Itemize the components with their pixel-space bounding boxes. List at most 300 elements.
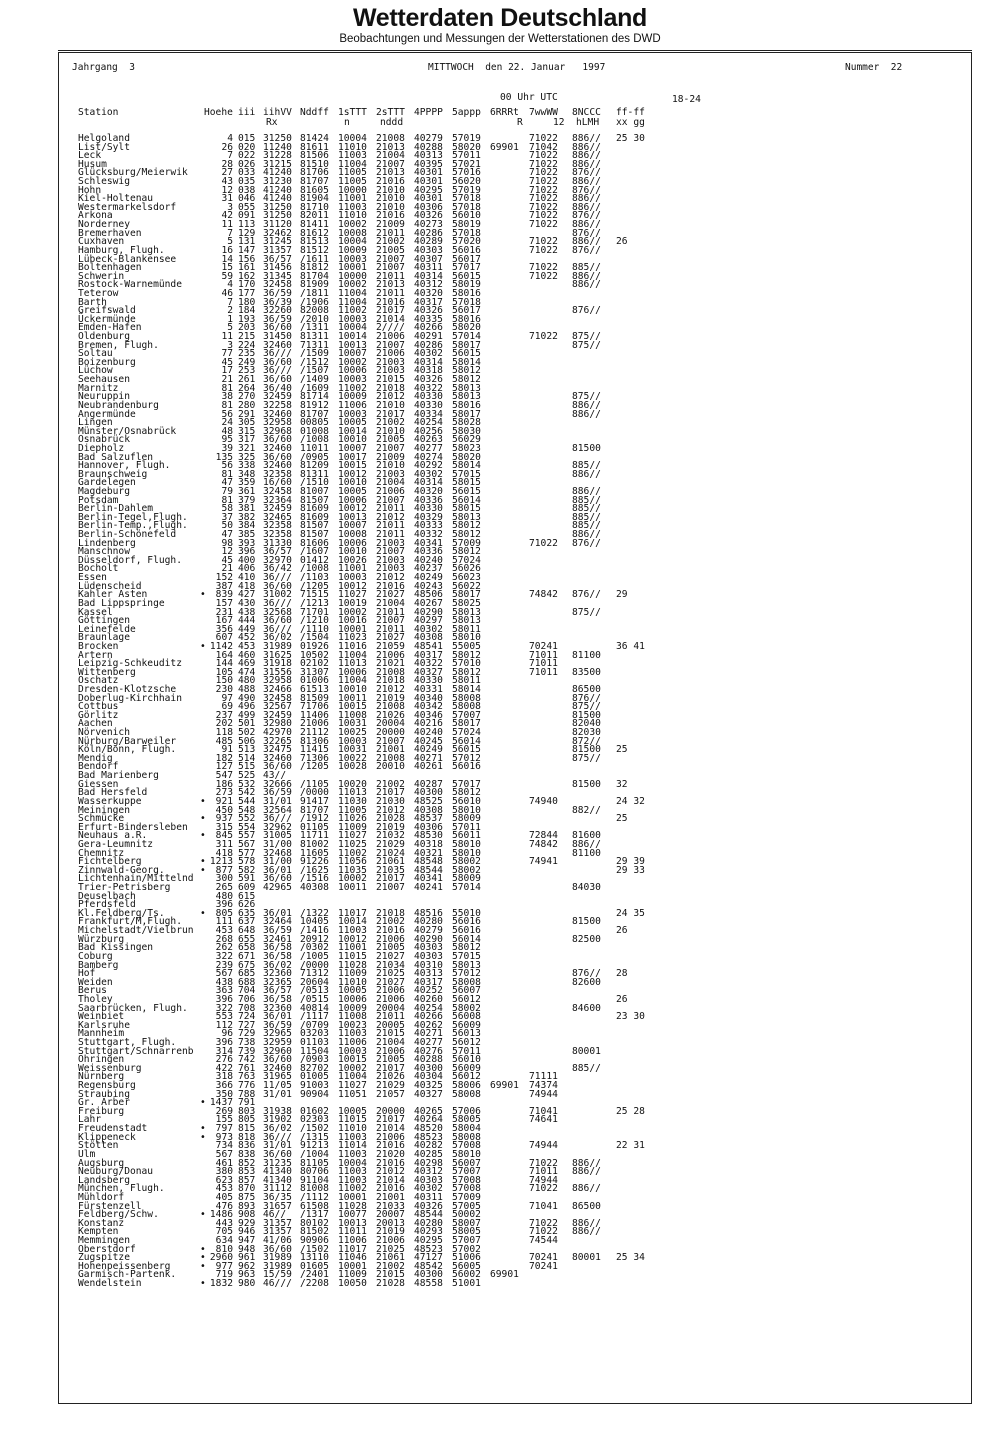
station-height: 380 bbox=[215, 1166, 233, 1178]
table-row bbox=[0, 950, 1000, 962]
5appp-value: 58009 bbox=[452, 873, 481, 885]
station-id: 739 bbox=[238, 1045, 256, 1057]
col-subheader-r: R bbox=[517, 117, 523, 128]
8nccc-value: 876// bbox=[572, 184, 601, 196]
ihvv-value: 32567 bbox=[263, 701, 292, 713]
4pppp-value: 40288 bbox=[414, 141, 443, 153]
table-row bbox=[0, 927, 1000, 936]
ihvv-value: 36/59 bbox=[263, 287, 292, 299]
2sttt-value: 21016 bbox=[376, 210, 405, 222]
nddff-value: /1004 bbox=[300, 1148, 329, 1160]
station-id: 688 bbox=[238, 976, 256, 988]
1sttt-value: 11013 bbox=[338, 658, 367, 670]
4pppp-value: 40395 bbox=[414, 158, 443, 170]
station-name: Lübeck-Blankensee bbox=[78, 253, 177, 265]
station-name: Straubing bbox=[78, 1088, 130, 1100]
4pppp-value: 40306 bbox=[414, 821, 443, 833]
4pppp-value: 40302 bbox=[414, 468, 443, 480]
station-id: 280 bbox=[238, 399, 256, 411]
8nccc-value: 82600 bbox=[572, 976, 601, 988]
station-height: 443 bbox=[215, 1217, 233, 1229]
station-id: 738 bbox=[238, 1036, 256, 1048]
1sttt-value: 10016 bbox=[338, 615, 367, 627]
table-row bbox=[0, 313, 1000, 325]
nddff-value: 01103 bbox=[300, 1036, 329, 1048]
station-name: Arkona bbox=[78, 210, 113, 222]
nddff-value: 20912 bbox=[300, 933, 329, 945]
5appp-value: 57024 bbox=[452, 727, 481, 739]
4pppp-value: 40297 bbox=[414, 615, 443, 627]
5appp-value: 58012 bbox=[452, 666, 481, 678]
station-id: 193 bbox=[238, 313, 256, 325]
5appp-value: 58019 bbox=[452, 219, 481, 231]
1sttt-value: 10002 bbox=[338, 219, 367, 231]
1sttt-value: 11001 bbox=[338, 563, 367, 575]
ihvv-value: 32360 bbox=[263, 968, 292, 980]
station-name: Cottbus bbox=[78, 701, 119, 713]
station-id: 161 bbox=[238, 262, 256, 274]
1sttt-value: 11006 bbox=[338, 399, 367, 411]
nddff-value: 81008 bbox=[300, 1183, 329, 1195]
station-height: 315 bbox=[215, 821, 233, 833]
station-height: 11 bbox=[221, 219, 233, 231]
5appp-value: 56014 bbox=[452, 494, 481, 506]
ihvv-value: 32460 bbox=[263, 460, 292, 472]
station-height: 39 bbox=[221, 442, 233, 454]
4pppp-value: 40292 bbox=[414, 460, 443, 472]
station-id: 893 bbox=[238, 1200, 256, 1212]
5appp-value: 56026 bbox=[452, 563, 481, 575]
4pppp-value: 40308 bbox=[414, 632, 443, 644]
8nccc-value: 81500 bbox=[572, 916, 601, 928]
nddff-value: 11406 bbox=[300, 709, 329, 721]
5appp-value: 58013 bbox=[452, 615, 481, 627]
2sttt-value: 21005 bbox=[376, 434, 405, 446]
station-name: Kempten bbox=[78, 1226, 119, 1238]
station-height: 27 bbox=[221, 167, 233, 179]
8nccc-value: 876// bbox=[572, 537, 601, 549]
station-height: 734 bbox=[215, 1140, 233, 1152]
5appp-value: 55005 bbox=[452, 640, 481, 652]
station-height: 396 bbox=[215, 899, 233, 911]
1sttt-value: 10015 bbox=[338, 701, 367, 713]
table-row bbox=[0, 1002, 1000, 1014]
4pppp-value: 40340 bbox=[414, 692, 443, 704]
station-height: 11 bbox=[221, 331, 233, 343]
nddff-value: /1510 bbox=[300, 477, 329, 489]
station-id: 453 bbox=[238, 640, 256, 652]
station-height: 12 bbox=[221, 184, 233, 196]
5appp-value: 58020 bbox=[452, 322, 481, 334]
8nccc-value: 82500 bbox=[572, 933, 601, 945]
4pppp-value: 40279 bbox=[414, 925, 443, 937]
station-height: 152 bbox=[215, 572, 233, 584]
1sttt-value: 10050 bbox=[338, 1278, 367, 1290]
2sttt-value: 21018 bbox=[376, 675, 405, 687]
1sttt-value: 10002 bbox=[338, 279, 367, 291]
nddff-value: /1311 bbox=[300, 322, 329, 334]
station-id: 385 bbox=[238, 529, 256, 541]
nddff-value: /1609 bbox=[300, 382, 329, 394]
2sttt-value: 21004 bbox=[376, 597, 405, 609]
station-height: 45 bbox=[221, 356, 233, 368]
station-id: 501 bbox=[238, 718, 256, 730]
nddff-value: /1811 bbox=[300, 287, 329, 299]
4pppp-value: 40276 bbox=[414, 1045, 443, 1057]
station-id: 490 bbox=[238, 692, 256, 704]
station-id: 635 bbox=[238, 907, 256, 919]
5appp-value: 58013 bbox=[452, 391, 481, 403]
table-row bbox=[0, 623, 1000, 635]
station-id: 147 bbox=[238, 244, 256, 256]
5appp-value: 58002 bbox=[452, 856, 481, 868]
nddff-value: 01602 bbox=[300, 1105, 329, 1117]
nddff-value: 91417 bbox=[300, 795, 329, 807]
station-height: 15 bbox=[221, 262, 233, 274]
5appp-value: 58010 bbox=[452, 1148, 481, 1160]
station-name: Gr. Arber bbox=[78, 1097, 130, 1109]
2sttt-value: 21003 bbox=[376, 356, 405, 368]
station-id: 338 bbox=[238, 460, 256, 472]
station-id: 035 bbox=[238, 176, 256, 188]
ihvv-value: 36/58 bbox=[263, 942, 292, 954]
nddff-value: /1008 bbox=[300, 563, 329, 575]
ihvv-value: 32464 bbox=[263, 916, 292, 928]
5appp-value: 58012 bbox=[452, 529, 481, 541]
4pppp-value: 40313 bbox=[414, 150, 443, 162]
station-name: Neuburg/Donau bbox=[78, 1166, 154, 1178]
nddff-value: 82011 bbox=[300, 210, 329, 222]
7wwww-value: 71022 bbox=[529, 262, 558, 274]
1sttt-value: 10019 bbox=[338, 597, 367, 609]
2sttt-value: 21003 bbox=[376, 554, 405, 566]
1sttt-value: 11010 bbox=[338, 1123, 367, 1135]
4pppp-value: 48530 bbox=[414, 830, 443, 842]
1sttt-value: 10007 bbox=[338, 442, 367, 454]
ff-gust-value: 26 bbox=[616, 993, 628, 1005]
station-id: 947 bbox=[238, 1235, 256, 1246]
station-name: Brocken bbox=[78, 640, 119, 652]
8nccc-value: 80001 bbox=[572, 1252, 601, 1264]
5appp-value: 57018 bbox=[452, 296, 481, 308]
station-height: 396 bbox=[215, 993, 233, 1005]
1sttt-value: 11002 bbox=[338, 1183, 367, 1195]
station-height: 845 bbox=[215, 830, 233, 842]
7wwww-value: 70241 bbox=[529, 1260, 558, 1272]
station-id: 514 bbox=[238, 752, 256, 764]
nddff-value: 81704 bbox=[300, 270, 329, 282]
7wwww-value: 71041 bbox=[529, 1105, 558, 1117]
station-height: 1 bbox=[227, 313, 233, 325]
station-id: 400 bbox=[238, 554, 256, 566]
station-height: 977 bbox=[215, 1260, 233, 1272]
2sttt-value: 21007 bbox=[376, 546, 405, 558]
ihvv-value: 32960 bbox=[263, 1045, 292, 1057]
station-height: 56 bbox=[221, 460, 233, 472]
1sttt-value: 11003 bbox=[338, 1028, 367, 1040]
ihvv-value: 36/60 bbox=[263, 356, 292, 368]
station-height: 363 bbox=[215, 985, 233, 997]
ihvv-value: 36/59 bbox=[263, 1019, 292, 1031]
ihvv-value: 31918 bbox=[263, 658, 292, 670]
ihvv-value: 32958 bbox=[263, 675, 292, 687]
5appp-value: 58028 bbox=[452, 417, 481, 429]
nddff-value: 71706 bbox=[300, 701, 329, 713]
2sttt-value: 21030 bbox=[376, 795, 405, 807]
station-name: Soltau bbox=[78, 348, 113, 360]
ihvv-value: 32459 bbox=[263, 709, 292, 721]
table-row bbox=[0, 201, 1000, 213]
2sttt-value: 20013 bbox=[376, 1217, 405, 1229]
1sttt-value: 11015 bbox=[338, 950, 367, 962]
1sttt-value: 10022 bbox=[338, 752, 367, 764]
ihvv-value: 32965 bbox=[263, 1028, 292, 1040]
1sttt-value: 10010 bbox=[338, 684, 367, 695]
nddff-value: 90904 bbox=[300, 1088, 329, 1100]
ihvv-value: 41340 bbox=[263, 1166, 292, 1178]
7wwww-value: 71022 bbox=[529, 201, 558, 213]
nddff-value: /0000 bbox=[300, 787, 329, 799]
table-row bbox=[0, 970, 1000, 979]
5appp-value: 56009 bbox=[452, 1019, 481, 1031]
5appp-value: 57008 bbox=[452, 1183, 481, 1195]
4pppp-value: 40216 bbox=[414, 718, 443, 730]
station-name: Ückermünde bbox=[78, 313, 136, 325]
mountain-marker: • bbox=[200, 1123, 206, 1135]
7wwww-value: 70241 bbox=[529, 640, 558, 652]
4pppp-value: 40279 bbox=[414, 133, 443, 144]
station-id: 929 bbox=[238, 1217, 256, 1229]
station-id: 215 bbox=[238, 331, 256, 343]
nddff-value: 71311 bbox=[300, 339, 329, 351]
table-row bbox=[0, 640, 1000, 652]
5appp-value: 56016 bbox=[452, 925, 481, 937]
1sttt-value: 10003 bbox=[338, 1045, 367, 1057]
4pppp-value: 48544 bbox=[414, 864, 443, 876]
station-height: 623 bbox=[215, 1174, 233, 1186]
table-row bbox=[0, 617, 1000, 626]
nddff-value: 81311 bbox=[300, 331, 329, 343]
nddff-value: /1110 bbox=[300, 623, 329, 635]
4pppp-value: 40256 bbox=[414, 425, 443, 437]
nddff-value: 81706 bbox=[300, 167, 329, 179]
6rrrt-value: 69901 bbox=[490, 141, 519, 153]
ihvv-value: 46/// bbox=[263, 1278, 292, 1290]
5appp-value: 57016 bbox=[452, 167, 481, 179]
station-height: 268 bbox=[215, 933, 233, 945]
1sttt-value: 10005 bbox=[338, 485, 367, 497]
ihvv-value: 31250 bbox=[263, 133, 292, 144]
col-header-4pppp: 4PPPP bbox=[414, 107, 443, 118]
2sttt-value: 21002 bbox=[376, 916, 405, 928]
nddff-value: 01605 bbox=[300, 1260, 329, 1272]
nddff-value: /0515 bbox=[300, 993, 329, 1005]
5appp-value: 57017 bbox=[452, 778, 481, 790]
station-height: 230 bbox=[215, 684, 233, 695]
station-id: 706 bbox=[238, 993, 256, 1005]
nddff-value: 71701 bbox=[300, 606, 329, 618]
station-name: Nörvenich bbox=[78, 727, 130, 739]
nddff-value: 81002 bbox=[300, 838, 329, 850]
station-id: 406 bbox=[238, 563, 256, 575]
5appp-value: 58008 bbox=[452, 1088, 481, 1100]
5appp-value: 57002 bbox=[452, 1243, 481, 1255]
station-height: 105 bbox=[215, 666, 233, 678]
station-height: 167 bbox=[215, 615, 233, 627]
nddff-value: 81411 bbox=[300, 219, 329, 231]
1sttt-value: 11017 bbox=[338, 907, 367, 919]
5appp-value: 57019 bbox=[452, 133, 481, 144]
station-height: 366 bbox=[215, 1080, 233, 1092]
station-name: Bremerhaven bbox=[78, 227, 142, 239]
2sttt-value: 21028 bbox=[376, 813, 405, 825]
2sttt-value: 21010 bbox=[376, 184, 405, 196]
4pppp-value: 40332 bbox=[414, 529, 443, 541]
station-id: 836 bbox=[238, 1140, 256, 1152]
ihvv-value: 32475 bbox=[263, 744, 292, 756]
station-height: 12 bbox=[221, 546, 233, 558]
1sttt-value: 10003 bbox=[338, 313, 367, 325]
4pppp-value: 40306 bbox=[414, 201, 443, 213]
station-name: Görlitz bbox=[78, 709, 119, 721]
station-height: 182 bbox=[215, 752, 233, 764]
2sttt-value: 21007 bbox=[376, 494, 405, 506]
ihvv-value: 32980 bbox=[263, 718, 292, 730]
table-row bbox=[0, 1280, 1000, 1289]
station-height: 38 bbox=[221, 391, 233, 403]
station-height: 311 bbox=[215, 838, 233, 850]
station-name: Essen bbox=[78, 572, 107, 584]
4pppp-value: 40329 bbox=[414, 511, 443, 523]
ihvv-value: 36/60 bbox=[263, 873, 292, 885]
station-height: 921 bbox=[215, 795, 233, 807]
station-id: 393 bbox=[238, 537, 256, 549]
2sttt-value: 21025 bbox=[376, 1243, 405, 1255]
table-row bbox=[0, 350, 1000, 359]
1sttt-value: 10014 bbox=[338, 916, 367, 928]
station-height: 405 bbox=[215, 1191, 233, 1203]
4pppp-value: 40312 bbox=[414, 1166, 443, 1178]
2sttt-value: 21011 bbox=[376, 520, 405, 532]
station-name: Wendelstein bbox=[78, 1278, 142, 1290]
table-row bbox=[0, 1228, 1000, 1237]
2sttt-value: 21010 bbox=[376, 193, 405, 205]
time-range-label: 18-24 bbox=[672, 94, 701, 105]
station-height: 3 bbox=[227, 201, 233, 213]
station-height: 46 bbox=[221, 287, 233, 299]
2sttt-value: 21007 bbox=[376, 262, 405, 274]
2sttt-value: 21032 bbox=[376, 830, 405, 842]
5appp-value: 58014 bbox=[452, 460, 481, 472]
8nccc-value: 876// bbox=[572, 167, 601, 179]
2sttt-value: 21017 bbox=[376, 305, 405, 317]
4pppp-value: 40262 bbox=[414, 1019, 443, 1031]
4pppp-value: 40287 bbox=[414, 778, 443, 790]
station-id: 708 bbox=[238, 1002, 256, 1014]
station-id: 046 bbox=[238, 193, 256, 205]
station-name: Nürnberg bbox=[78, 1071, 125, 1083]
7wwww-value: 71011 bbox=[529, 649, 558, 661]
ihvv-value: 31112 bbox=[263, 1183, 292, 1195]
ihvv-value: 36/59 bbox=[263, 313, 292, 325]
7wwww-value: 74944 bbox=[529, 1088, 558, 1100]
ihvv-value: 36/42 bbox=[263, 563, 292, 575]
station-name: Lichtenhain/Mittelnd bbox=[78, 873, 194, 885]
nddff-value: 01105 bbox=[300, 821, 329, 833]
1sttt-value: 10013 bbox=[338, 1217, 367, 1229]
2sttt-value: 21011 bbox=[376, 606, 405, 618]
nddff-value: 01008 bbox=[300, 425, 329, 437]
station-name: Magdeburg bbox=[78, 485, 130, 497]
station-id: 525 bbox=[238, 770, 256, 782]
8nccc-value: 81500 bbox=[572, 442, 601, 454]
4pppp-value: 40249 bbox=[414, 572, 443, 584]
station-rows bbox=[0, 135, 1000, 1289]
6rrrt-value: 69901 bbox=[490, 1269, 519, 1281]
ihvv-value: 32460 bbox=[263, 339, 292, 351]
station-name: Doberlug-Kirchhain bbox=[78, 692, 182, 704]
2sttt-value: 21011 bbox=[376, 270, 405, 282]
ff-gust-value: 26 bbox=[616, 925, 628, 937]
2sttt-value: 21027 bbox=[376, 976, 405, 988]
4pppp-value: 48537 bbox=[414, 813, 443, 825]
1sttt-value: 10023 bbox=[338, 1019, 367, 1031]
station-id: 980 bbox=[238, 1278, 256, 1290]
1sttt-value: 11014 bbox=[338, 1140, 367, 1152]
station-name: Lüdenscheid bbox=[78, 580, 142, 592]
station-height: 77 bbox=[221, 348, 233, 360]
table-row bbox=[0, 574, 1000, 583]
table-row bbox=[0, 479, 1000, 488]
ihvv-value: 31/01 bbox=[263, 795, 292, 807]
7wwww-value: 74544 bbox=[529, 1235, 558, 1246]
nddff-value: 82702 bbox=[300, 1062, 329, 1074]
4pppp-value: 40322 bbox=[414, 658, 443, 670]
2sttt-value: 21024 bbox=[376, 847, 405, 859]
7wwww-value: 71022 bbox=[529, 193, 558, 205]
station-name: Berlin-Temp.,Flugh. bbox=[78, 520, 188, 532]
table-row bbox=[0, 752, 1000, 764]
8nccc-value: 876// bbox=[572, 305, 601, 317]
4pppp-value: 40240 bbox=[414, 727, 443, 739]
1sttt-value: 10009 bbox=[338, 1002, 367, 1014]
8nccc-value: 886// bbox=[572, 193, 601, 205]
station-name: Stötten bbox=[78, 1140, 119, 1152]
ihvv-value: 32465 bbox=[263, 511, 292, 523]
nddff-value: 81507 bbox=[300, 520, 329, 532]
5appp-value: 56002 bbox=[452, 1269, 481, 1281]
8nccc-value: 81100 bbox=[572, 847, 601, 859]
ihvv-value: 43// bbox=[263, 770, 287, 782]
ihvv-value: 16/60 bbox=[263, 477, 292, 489]
station-name: Landsberg bbox=[78, 1174, 130, 1186]
table-row bbox=[0, 890, 1000, 902]
8nccc-value: 886// bbox=[572, 838, 601, 850]
8nccc-value: 886// bbox=[572, 1183, 601, 1195]
station-name: Wasserkuppe bbox=[78, 795, 142, 807]
1sttt-value: 10013 bbox=[338, 511, 367, 523]
1sttt-value: 10001 bbox=[338, 1191, 367, 1203]
nddff-value: 20604 bbox=[300, 976, 329, 988]
nddff-value: 81714 bbox=[300, 391, 329, 403]
ihvv-value: 31938 bbox=[263, 1105, 292, 1117]
station-id: 818 bbox=[238, 1131, 256, 1143]
2sttt-value: 21010 bbox=[376, 425, 405, 437]
mountain-marker: • bbox=[200, 1260, 206, 1272]
2sttt-value: 21009 bbox=[376, 219, 405, 231]
station-height: 42 bbox=[221, 210, 233, 222]
7wwww-value: 71022 bbox=[529, 133, 558, 144]
